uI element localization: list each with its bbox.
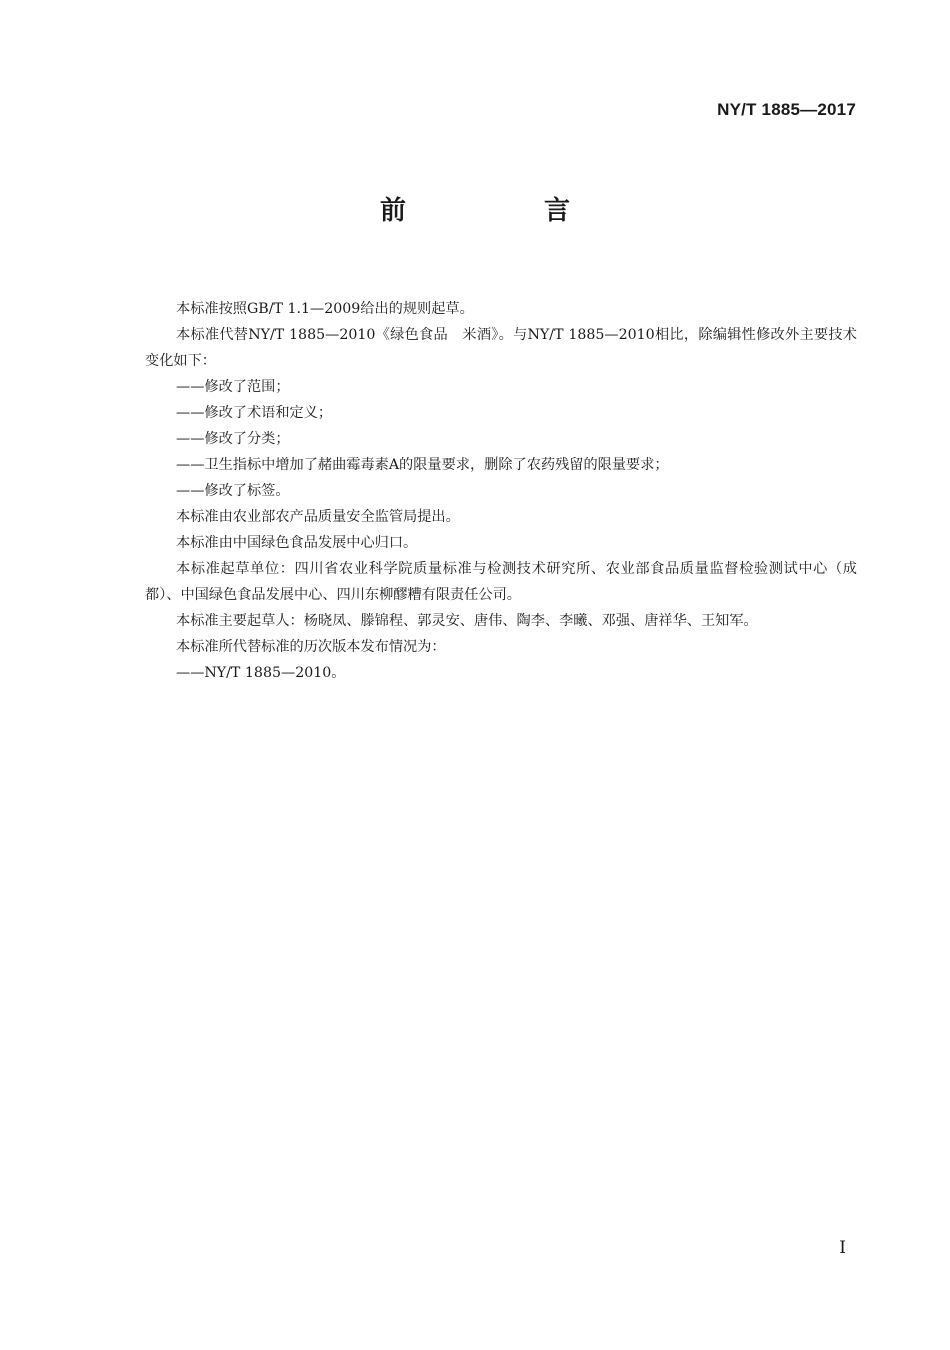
paragraph-drafters: 本标准主要起草人：杨晓凤、滕锦程、郭灵安、唐伟、陶李、李曦、邓强、唐祥华、王知军。	[176, 613, 758, 629]
history-item: ——NY/T 1885—2010。	[176, 665, 346, 681]
standard-code: NY/T 1885—2017	[717, 100, 856, 119]
change-item-terms: ——修改了术语和定义；	[176, 405, 333, 421]
page-title: 前 言	[379, 196, 626, 226]
change-item-labeling: ——修改了标签。	[176, 483, 290, 499]
paragraph-replacement: 本标准代替NY/T 1885—2010《绿色食品 米酒》。与NY/T 1885—2010相比，除编辑性修改外主要技术变化如下：	[145, 327, 857, 369]
foreword-body	[145, 296, 857, 686]
change-item-classification: ——修改了分类；	[176, 431, 290, 447]
change-item-hygiene: ——卫生指标中增加了赭曲霉毒素A的限量要求，删除了农药残留的限量要求；	[176, 457, 669, 473]
paragraph-proposer: 本标准由农业部农产品质量安全监管局提出。	[176, 509, 460, 525]
paragraph-centralized: 本标准由中国绿色食品发展中心归口。	[176, 535, 418, 551]
paragraph-drafting-rules: 本标准按照GB/T 1.1—2009给出的规则起草。	[176, 301, 474, 317]
change-item-scope: ——修改了范围；	[176, 379, 290, 395]
paragraph-history: 本标准所代替标准的历次版本发布情况为：	[176, 639, 446, 655]
page-number: I	[839, 1238, 846, 1258]
paragraph-drafting-units: 本标准起草单位：四川省农业科学院质量标准与检测技术研究所、农业部食品质量监督检验测试中心（成都）、中国绿色食品发展中心、四川东柳醪糟有限责任公司。	[145, 561, 857, 603]
